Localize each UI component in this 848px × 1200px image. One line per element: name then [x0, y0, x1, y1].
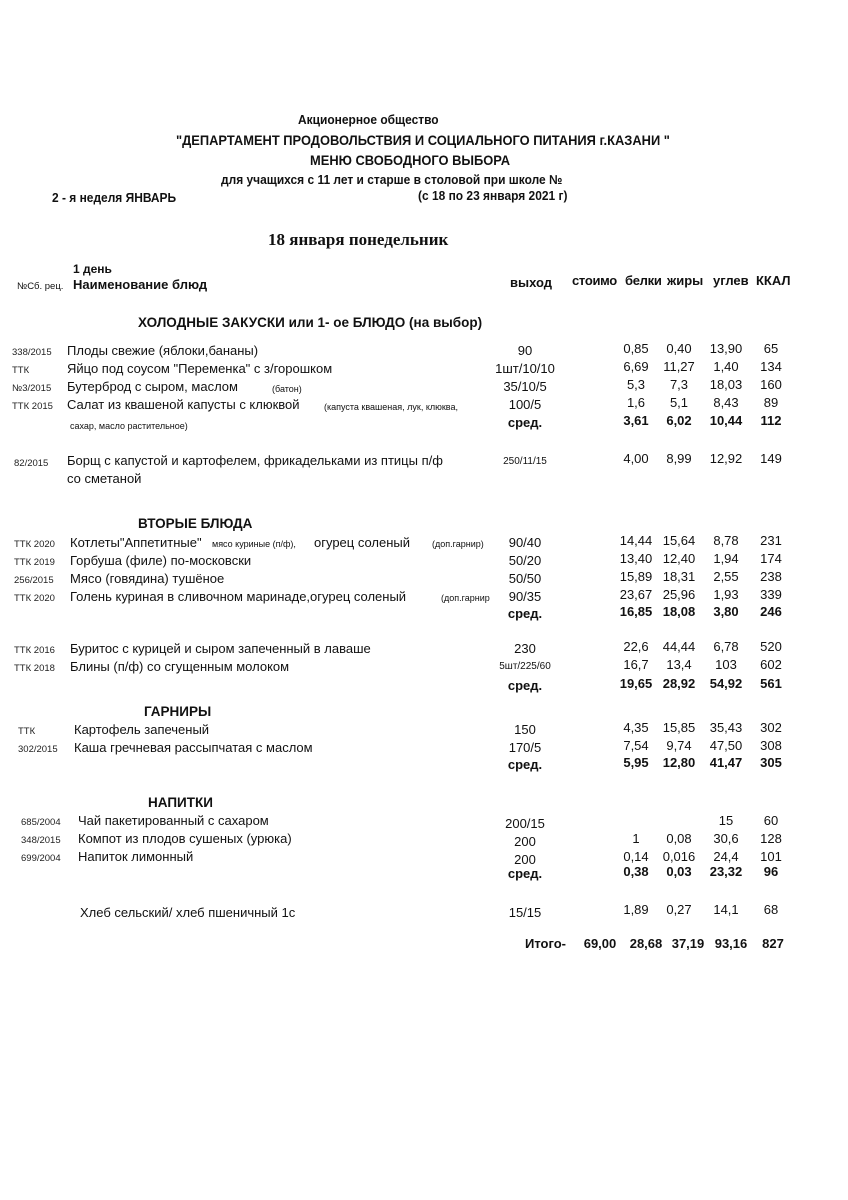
avg-carbs: 10,44 — [709, 413, 743, 428]
dish-carbs: 35,43 — [709, 720, 743, 735]
soup-name-cont: со сметаной — [67, 471, 142, 486]
audience-line: для учащихся с 11 лет и старше в столовой при школе № — [221, 172, 563, 187]
avg-kcal: 96 — [763, 864, 779, 879]
dish-protein: 1,6 — [626, 395, 646, 410]
dish-output: 230 — [514, 641, 536, 656]
soup-carbs: 12,92 — [709, 451, 743, 466]
section-title-cold: ХОЛОДНЫЕ ЗАКУСКИ или 1- ое БЛЮДО (на выбор) — [138, 315, 483, 330]
dish-kcal: 339 — [760, 587, 782, 602]
dish-fat: 15,85 — [662, 720, 696, 735]
avg-protein: 5,95 — [623, 755, 649, 770]
bread-carbs: 14,1 — [713, 902, 739, 917]
dish-carbs: 18,03 — [709, 377, 743, 392]
dish-output: 50/50 — [508, 571, 542, 586]
dish-protein: 14,44 — [619, 533, 653, 548]
dish-protein: 7,54 — [623, 738, 649, 753]
dish-output: 200 — [514, 834, 536, 849]
dish-output: 170/5 — [508, 740, 542, 755]
avg-fat: 0,03 — [666, 864, 692, 879]
dish-output: 5шт/225/60 — [499, 661, 551, 672]
bread-kcal: 68 — [763, 902, 779, 917]
total-carbs: 93,16 — [714, 936, 748, 951]
dish-protein: 0,85 — [623, 341, 649, 356]
avg-protein: 3,61 — [623, 413, 649, 428]
dish-carbs: 47,50 — [709, 738, 743, 753]
dish-note: (доп.гарнир) — [432, 539, 484, 549]
dish-protein: 15,89 — [619, 569, 653, 584]
avg-kcal: 246 — [760, 604, 782, 619]
recipe-code: 338/2015 — [12, 347, 52, 358]
dish-protein: 5,3 — [626, 377, 646, 392]
recipe-code: 348/2015 — [21, 835, 61, 846]
dish-name: Плоды свежие (яблоки,бананы) — [67, 343, 259, 358]
avg-carbs: 23,32 — [709, 864, 743, 879]
day-number: 1 день — [73, 262, 112, 276]
total-kcal: 827 — [762, 936, 784, 951]
dish-kcal: 308 — [760, 738, 782, 753]
dish-name: Картофель запеченый — [74, 722, 210, 737]
soup-protein: 4,00 — [623, 451, 649, 466]
dish-fat: 7,3 — [669, 377, 689, 392]
dish-kcal: 65 — [763, 341, 779, 356]
col-kcal: ККАЛ — [756, 273, 791, 288]
dish-carbs: 8,43 — [713, 395, 739, 410]
col-output: выход — [510, 275, 553, 290]
dish-note: мясо куриные (п/ф), — [212, 539, 296, 549]
recipe-code: ТТК — [18, 726, 36, 737]
recipe-code: 699/2004 — [21, 853, 61, 864]
dish-kcal: 160 — [760, 377, 782, 392]
dish-carbs: 15 — [718, 813, 734, 828]
dish-fat: 15,64 — [662, 533, 696, 548]
dish-fat: 0,016 — [662, 849, 696, 864]
dish-fat: 25,96 — [662, 587, 696, 602]
avg-fat: 18,08 — [662, 604, 696, 619]
dish-fat: 0,08 — [666, 831, 692, 846]
dish-protein: 16,7 — [623, 657, 649, 672]
dish-output: 1шт/10/10 — [495, 361, 555, 376]
section-title-main: ВТОРЫЕ БЛЮДА — [138, 516, 253, 531]
avg-label: сред. — [507, 606, 543, 621]
dish-protein: 4,35 — [623, 720, 649, 735]
bread-protein: 1,89 — [623, 902, 649, 917]
col-name: Наименование блюд — [73, 277, 208, 292]
dish-kcal: 60 — [763, 813, 779, 828]
avg-carbs: 54,92 — [709, 676, 743, 691]
dish-fat: 0,40 — [666, 341, 692, 356]
section-title-sides: ГАРНИРЫ — [144, 704, 212, 719]
dish-name: Компот из плодов сушеных (урюка) — [78, 831, 292, 846]
dish-carbs: 8,78 — [713, 533, 739, 548]
dish-carbs: 2,55 — [713, 569, 739, 584]
dish-carbs: 103 — [715, 657, 737, 672]
recipe-code: ТТК 2016 — [14, 645, 55, 656]
recipe-code: ТТК — [12, 365, 30, 376]
recipe-code: 302/2015 — [18, 744, 58, 755]
dish-kcal: 128 — [760, 831, 782, 846]
avg-kcal: 561 — [760, 676, 782, 691]
dish-output: 35/10/5 — [503, 379, 547, 394]
dish-fat: 9,74 — [666, 738, 692, 753]
dish-name: Котлеты"Аппетитные" — [70, 535, 202, 550]
avg-carbs: 41,47 — [709, 755, 743, 770]
dish-protein: 6,69 — [623, 359, 649, 374]
total-fat: 37,19 — [671, 936, 705, 951]
dish-name: Горбуша (филе) по-московски — [70, 553, 252, 568]
recipe-code: ТТК 2019 — [14, 557, 55, 568]
avg-kcal: 112 — [760, 413, 782, 428]
recipe-code: ТТК 2020 — [14, 593, 55, 604]
total-label: Итого- — [525, 936, 566, 951]
org-type: Акционерное общество — [298, 112, 439, 127]
dish-protein: 0,14 — [623, 849, 649, 864]
recipe-code: 256/2015 — [14, 575, 54, 586]
dish-output: 90 — [517, 343, 533, 358]
org-name: "ДЕПАРТАМЕНТ ПРОДОВОЛЬСТВИЯ И СОЦИАЛЬНОГО ПИТАНИЯ г.КАЗАНИ " — [176, 132, 670, 148]
dish-name: Напиток лимонный — [78, 849, 194, 864]
dish-name: Голень куриная в сливочном маринаде,огурец соленый — [70, 589, 407, 604]
avg-protein: 16,85 — [619, 604, 653, 619]
dish-kcal: 231 — [760, 533, 782, 548]
dish-protein: 22,6 — [623, 639, 649, 654]
dish-kcal: 602 — [760, 657, 782, 672]
dish-carbs: 30,6 — [713, 831, 739, 846]
dish-output: 100/5 — [508, 397, 542, 412]
avg-protein: 0,38 — [623, 864, 649, 879]
dish-output: 90/40 — [508, 535, 542, 550]
dish-protein: 23,67 — [619, 587, 653, 602]
col-fat: жиры — [667, 273, 704, 288]
day-title: 18 января понедельник — [268, 230, 449, 249]
dish-output: 200 — [514, 852, 536, 867]
dish-kcal: 89 — [763, 395, 779, 410]
dish-carbs: 1,94 — [713, 551, 739, 566]
soup-fat: 8,99 — [666, 451, 692, 466]
soup-output: 250/11/15 — [503, 456, 547, 467]
avg-label: сред. — [507, 678, 543, 693]
section-title-drinks: НАПИТКИ — [148, 795, 213, 810]
dish-kcal: 520 — [760, 639, 782, 654]
soup-kcal: 149 — [760, 451, 782, 466]
dish-fat: 44,44 — [662, 639, 696, 654]
dish-carbs: 6,78 — [713, 639, 739, 654]
dish-kcal: 238 — [760, 569, 782, 584]
dish-name: Мясо (говядина) тушёное — [70, 571, 225, 586]
dish-name: Блины (п/ф) со сгущенным молоком — [70, 659, 290, 674]
avg-carbs: 3,80 — [713, 604, 739, 619]
dish-carbs: 24,4 — [713, 849, 739, 864]
dish-kcal: 174 — [760, 551, 782, 566]
dish-name: Бутерброд с сыром, маслом — [67, 379, 238, 394]
avg-kcal: 305 — [760, 755, 782, 770]
dish-output: 150 — [514, 722, 536, 737]
dish-note: (батон) — [272, 384, 302, 394]
note-continuation: сахар, масло растительное) — [70, 421, 188, 431]
dish-name: Чай пакетированный с сахаром — [78, 813, 269, 828]
dish-carbs: 1,40 — [713, 359, 739, 374]
dish-output: 90/35 — [508, 589, 542, 604]
bread-fat: 0,27 — [666, 902, 692, 917]
dish-protein: 1 — [632, 831, 640, 846]
dish-output: 50/20 — [508, 553, 542, 568]
recipe-code: ТТК 2018 — [14, 663, 55, 674]
avg-label: сред. — [507, 757, 543, 772]
dish-name-extra: огурец соленый — [314, 535, 411, 550]
dish-name: Яйцо под соусом "Переменка" с з/горошком — [67, 361, 333, 376]
menu-title: МЕНЮ СВОБОДНОГО ВЫБОРА — [310, 152, 511, 168]
dish-fat: 18,31 — [662, 569, 696, 584]
col-protein: белки — [625, 273, 662, 288]
week-label: 2 - я неделя ЯНВАРЬ — [52, 190, 177, 205]
recipe-code: №3/2015 — [12, 383, 52, 394]
dish-protein: 13,40 — [619, 551, 653, 566]
dish-name: Каша гречневая рассыпчатая с маслом — [74, 740, 313, 755]
bread-name: Хлеб сельский/ хлеб пшеничный 1с — [80, 905, 296, 920]
dish-kcal: 101 — [760, 849, 782, 864]
recipe-code: ТТК 2015 — [12, 401, 53, 412]
dish-name: Салат из квашеной капусты с клюквой — [67, 397, 300, 412]
avg-fat: 6,02 — [666, 413, 692, 428]
total-cost: 69,00 — [583, 936, 617, 951]
soup-name: Борщ с капустой и картофелем, фрикадельками из птицы п/ф — [67, 453, 443, 468]
col-cost: стоимо — [572, 273, 617, 288]
dish-kcal: 134 — [760, 359, 782, 374]
dish-fat: 13,4 — [666, 657, 692, 672]
soup-code: 82/2015 — [14, 458, 49, 469]
col-code: №Сб. рец. — [17, 281, 64, 292]
avg-fat: 12,80 — [662, 755, 696, 770]
dish-carbs: 1,93 — [713, 587, 739, 602]
dish-note: (капуста квашеная, лук, клюква, — [324, 402, 458, 412]
avg-label: сред. — [507, 866, 543, 881]
recipe-code: ТТК 2020 — [14, 539, 55, 550]
period-label: (с 18 по 23 января 2021 г) — [418, 188, 568, 203]
avg-fat: 28,92 — [662, 676, 696, 691]
dish-fat: 11,27 — [663, 359, 695, 374]
dish-fat: 5,1 — [669, 395, 689, 410]
dish-kcal: 302 — [760, 720, 782, 735]
dish-note: (доп.гарнир — [441, 593, 490, 603]
col-carbs: углев — [713, 273, 749, 288]
dish-name: Буритос с курицей и сыром запеченный в лаваше — [70, 641, 371, 656]
bread-output: 15/15 — [508, 905, 542, 920]
avg-label: сред. — [507, 415, 543, 430]
avg-protein: 19,65 — [619, 676, 653, 691]
total-protein: 28,68 — [629, 936, 663, 951]
dish-carbs: 13,90 — [709, 341, 743, 356]
recipe-code: 685/2004 — [21, 817, 61, 828]
dish-fat: 12,40 — [662, 551, 696, 566]
dish-output: 200/15 — [505, 816, 545, 831]
